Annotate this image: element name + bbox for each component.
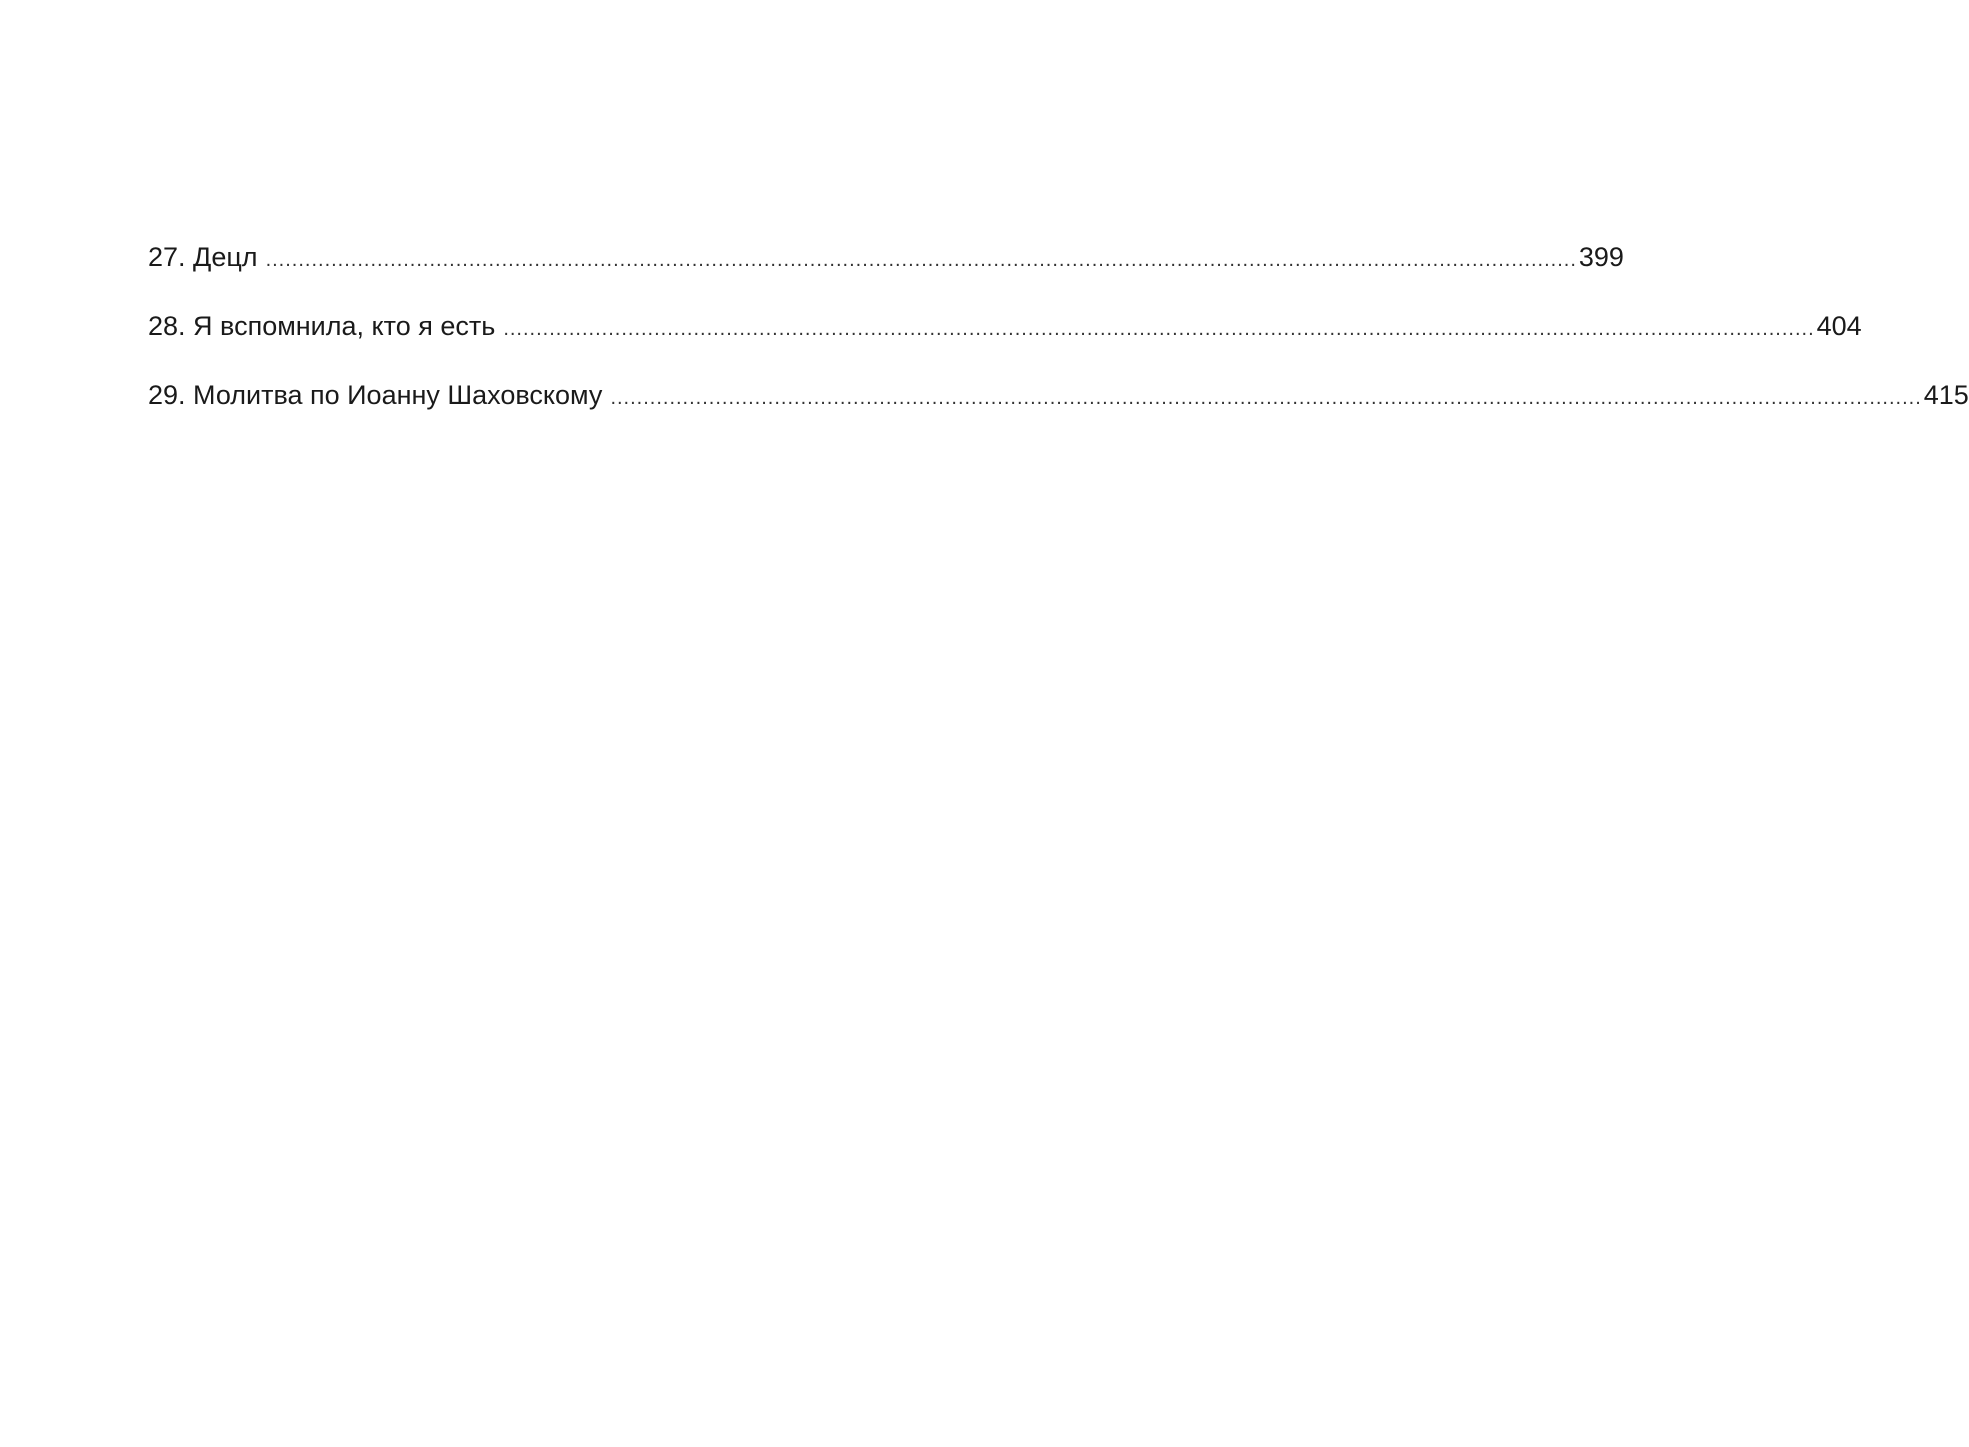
dot-leader: ........................................................................................................................................................................................................ xyxy=(503,318,1815,340)
table-of-contents xyxy=(148,232,1969,439)
toc-entry-title: 28. Я вспомнила, кто я есть xyxy=(148,311,496,341)
toc-entry-page-number: 399 xyxy=(1578,242,1624,272)
toc-entry xyxy=(148,301,1862,370)
toc-entry xyxy=(148,370,1969,439)
toc-entry-title: 27. Децл xyxy=(148,242,258,272)
toc-entry-page-number: 415 xyxy=(1923,380,1969,410)
toc-entry-page-number: 404 xyxy=(1816,311,1862,341)
toc-entry-title: 29. Молитва по Иоанну Шаховскому xyxy=(148,380,603,410)
dot-leader: ........................................................................................................................................................................................................ xyxy=(265,249,1577,271)
dot-leader: ........................................................................................................................................................................................................ xyxy=(610,387,1922,409)
toc-entry xyxy=(148,232,1624,301)
